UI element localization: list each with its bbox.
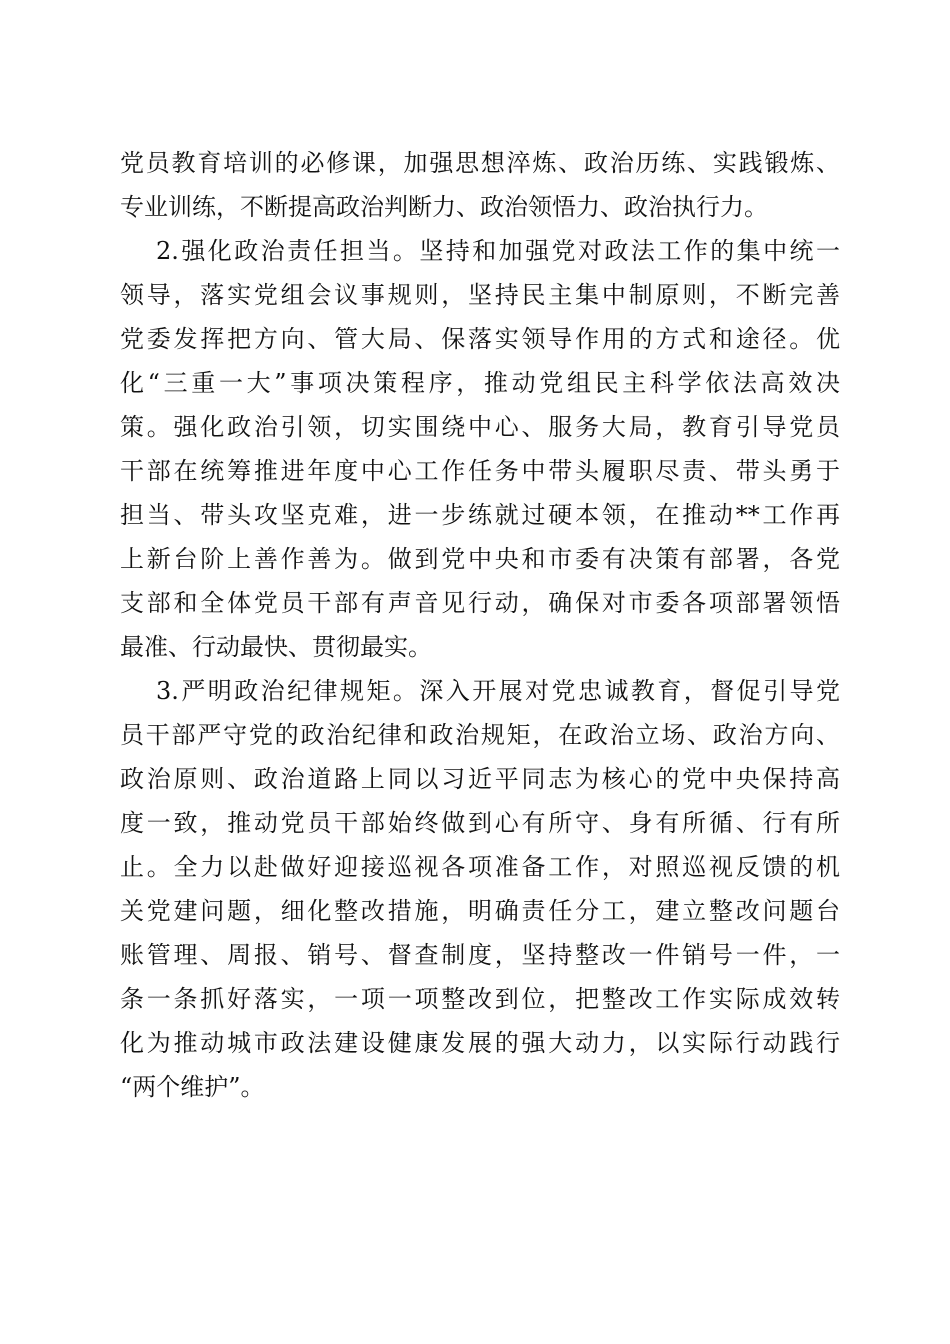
text-line: 党员教育培训的必修课，加强思想淬炼、政治历练、实践锻炼、 — [120, 149, 840, 177]
text-line: 政治原则、政治道路上同以习近平同志为核心的党中央保持高 — [120, 765, 840, 793]
text-line: 化为推动城市政法建设健康发展的强大动力，以实际行动践行 — [120, 1029, 840, 1057]
text-line: 专业训练，不断提高政治判断力、政治领悟力、政治执行力。 — [120, 193, 768, 221]
text-line: 最准、行动最快、贯彻最实。 — [120, 633, 432, 661]
text-line: 化“三重一大”事项决策程序，推动党组民主科学依法高效决 — [120, 369, 840, 397]
text-line: 关党建问题，细化整改措施，明确责任分工，建立整改问题台 — [120, 897, 840, 925]
text-line: 策。强化政治引领，切实围绕中心、服务大局，教育引导党员 — [120, 413, 840, 441]
text-line: 账管理、周报、销号、督查制度，坚持整改一件销号一件，一 — [120, 941, 840, 969]
text-line: 止。全力以赴做好迎接巡视各项准备工作，对照巡视反馈的机 — [120, 853, 840, 881]
text-line: 支部和全体党员干部有声音见行动，确保对市委各项部署领悟 — [120, 589, 840, 617]
text-line: 担当、带头攻坚克难，进一步练就过硬本领，在推动**工作再 — [120, 501, 840, 529]
body-text — [120, 141, 840, 1109]
text-line: 上新台阶上善作善为。做到党中央和市委有决策有部署，各党 — [120, 545, 840, 573]
text-line: 条一条抓好落实，一项一项整改到位，把整改工作实际成效转 — [120, 985, 840, 1013]
text-line: “两个维护”。 — [120, 1073, 265, 1101]
text-line: 3.严明政治纪律规矩。深入开展对党忠诚教育，督促引导党 — [156, 677, 840, 705]
text-line: 党委发挥把方向、管大局、保落实领导作用的方式和途径。优 — [120, 325, 840, 353]
text-line: 2.强化政治责任担当。坚持和加强党对政法工作的集中统一 — [156, 237, 840, 265]
text-line: 员干部严守党的政治纪律和政治规矩，在政治立场、政治方向、 — [120, 721, 840, 749]
text-line: 度一致，推动党员干部始终做到心有所守、身有所循、行有所 — [120, 809, 840, 837]
text-line: 领导，落实党组会议事规则，坚持民主集中制原则，不断完善 — [120, 281, 840, 309]
text-line: 干部在统筹推进年度中心工作任务中带头履职尽责、带头勇于 — [120, 457, 840, 485]
